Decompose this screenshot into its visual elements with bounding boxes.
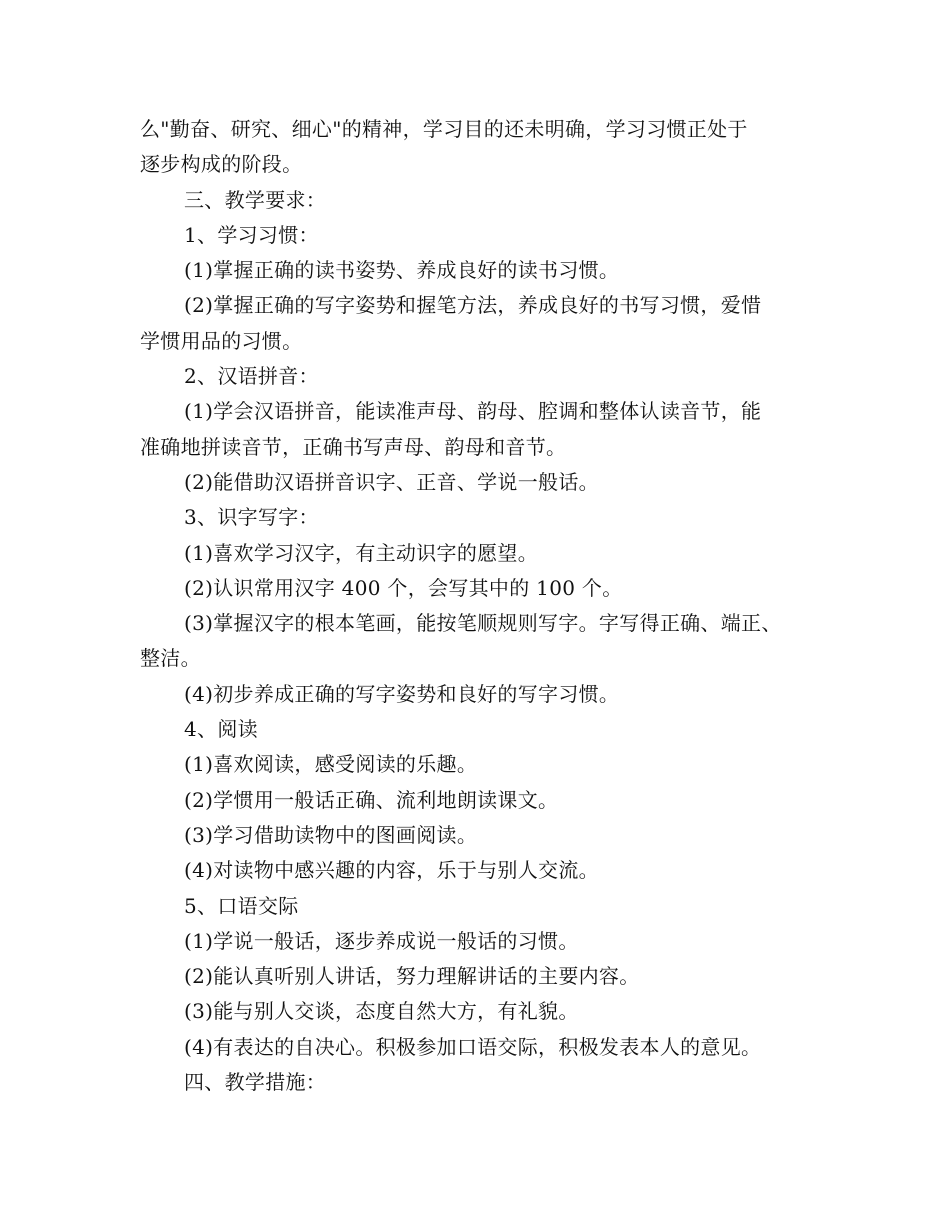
list-item: (1)喜欢学习汉字，有主动识字的愿望。 (184, 540, 539, 565)
text-line: 学惯用品的习惯。 (140, 328, 303, 353)
list-item: (2)认识常用汉字 400 个，会写其中的 100 个。 (184, 575, 623, 600)
list-item: (2)能认真听别人讲话，努力理解讲话的主要内容。 (184, 964, 640, 989)
list-item: (4)对读物中感兴趣的内容，乐于与别人交流。 (184, 858, 599, 883)
list-item: (1)喜欢阅读，感受阅读的乐趣。 (184, 752, 478, 777)
subsection-heading: 2、汉语拼音： (184, 364, 319, 389)
list-item: (4)初步养成正确的写字姿势和良好的写字习惯。 (184, 681, 620, 706)
section-heading: 三、教学要求： (184, 187, 327, 212)
text-line: 准确地拼读音节，正确书写声母、韵母和音节。 (140, 434, 567, 459)
subsection-heading: 5、口语交际 (184, 893, 299, 918)
list-item: (1)掌握正确的读书姿势、养成良好的读书习惯。 (184, 258, 620, 283)
list-item: (1)学会汉语拼音，能读准声母、韵母、腔调和整体认读音节，能 (184, 399, 762, 424)
list-item: (3)能与别人交谈，态度自然大方，有礼貌。 (184, 999, 579, 1024)
subsection-heading: 4、阅读 (184, 717, 258, 742)
list-item: (4)有表达的自决心。积极参加口语交际，积极发表本人的意见。 (184, 1034, 762, 1059)
list-item: (2)学惯用一般话正确、流利地朗读课文。 (184, 787, 559, 812)
text-line: 逐步构成的阶段。 (140, 152, 303, 177)
text-line: 么"勤奋、研究、细心"的精神，学习目的还未明确，学习习惯正处于 (140, 117, 748, 141)
list-item: (2)能借助汉语拼音识字、正音、学说一般话。 (184, 469, 599, 494)
list-item: (3)掌握汉字的根本笔画，能按笔顺规则写字。字写得正确、端正、 (184, 611, 782, 636)
section-heading: 四、教学措施： (184, 1070, 327, 1095)
document-body (140, 112, 840, 1100)
subsection-heading: 3、识字写字： (184, 505, 319, 530)
list-item: (2)掌握正确的写字姿势和握笔方法，养成良好的书写习惯，爱惜 (184, 293, 762, 318)
list-item: (1)学说一般话，逐步养成说一般话的习惯。 (184, 928, 579, 953)
text-line: 整洁。 (140, 646, 201, 671)
list-item: (3)学习借助读物中的图画阅读。 (184, 822, 478, 847)
subsection-heading: 1、学习习惯： (184, 222, 319, 247)
